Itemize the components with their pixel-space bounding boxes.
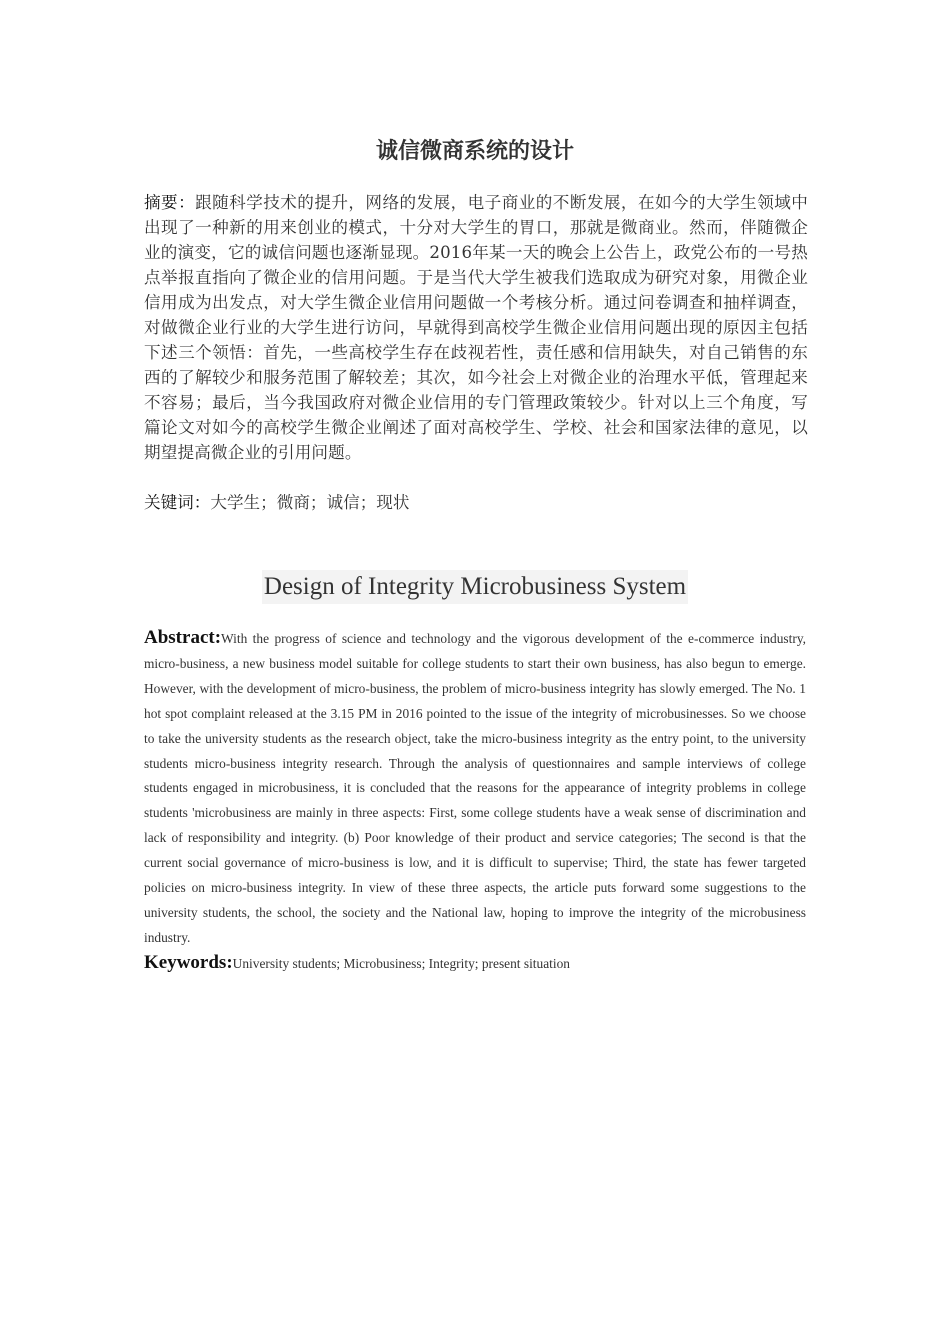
chinese-keywords-text: 大学生；微商；诚信；现状 [210, 493, 410, 512]
english-keywords-label: Keywords: [144, 952, 233, 973]
english-abstract-label: Abstract: [144, 627, 222, 648]
english-abstract [144, 626, 806, 951]
chinese-abstract-text: 跟随科学技术的提升，网络的发展，电子商业的不断发展，在如今的大学生领域中出现了一种新的用来创业的模式，十分对大学生的胃口，那就是微商业。然而，伴随微企业的演变，它的诚信问题也逐渐显现。2016年某一天的晚会上公告上，政党公布的一号热点举报直指向了微企业的信用问题。于是当代大学生被我们选取成为研究对象，用微企业信用成为出发点，对大学生微企业信用问题做一个考核分析。通过问卷调查和抽样调查，对做微企业行业的大学生进行访问，早就得到高校学生微企业信用问题出现的原因主包括下述三个领悟：首先，一些高校学生存在歧视若性，责任感和信用缺失，对自己销售的东西的了解较少和服务范围了解较差；其次，如今社会上对微企业的治理水平低，管理起来不容易；最后，当今我国政府对微企业信用的专门管理政策较少。针对以上三个角度，写篇论文对如今的高校学生微企业阐述了面对高校学生、学校、社会和国家法律的意见，以期望提高微企业的引用问题。 [144, 193, 808, 462]
chinese-title: 诚信微商系统的设计 [375, 139, 574, 164]
chinese-abstract [144, 190, 808, 465]
english-title-wrapper [0, 570, 950, 604]
english-keywords-text: University students; Microbusiness; Integrity; present situation [232, 956, 570, 971]
chinese-keywords [144, 490, 808, 515]
english-abstract-text: With the progress of science and technology and the vigorous development of the e-commerce industry, micro-business, a new business model suitable for college students to start their own business, has also begun to emerge. However, with the development of micro-business, the problem of micro-business integrity has slowly emerged. The No. 1 hot spot complaint released at the 3.15 PM in 2016 pointed to the issue of the integrity of microbusinesses. So we choose to take the university students as the research object, take the micro-business integrity as the entry point, to the university students micro-business integrity research. Through the analysis of questionnaires and sample interviews of college students engaged in microbusiness, it is concluded that the reasons for the appearance of integrity problems in college students 'microbusiness are mainly in three aspects: First, some college students have a weak sense of discrimination and lack of responsibility and integrity. (b) Poor knowledge of their product and service categories; The second is that the current social governance of micro-business is low, and it is difficult to supervise; Third, the state has fewer targeted policies on micro-business integrity. In view of these three aspects, the article puts forward some suggestions to the university students, the school, the society and the National law, hoping to improve the integrity of the microbusiness industry. [144, 631, 806, 945]
english-title: Design of Integrity Microbusiness System [262, 570, 688, 604]
english-keywords [144, 950, 806, 977]
chinese-keywords-label: 关键词： [144, 493, 211, 512]
chinese-abstract-label: 摘要： [144, 193, 196, 212]
